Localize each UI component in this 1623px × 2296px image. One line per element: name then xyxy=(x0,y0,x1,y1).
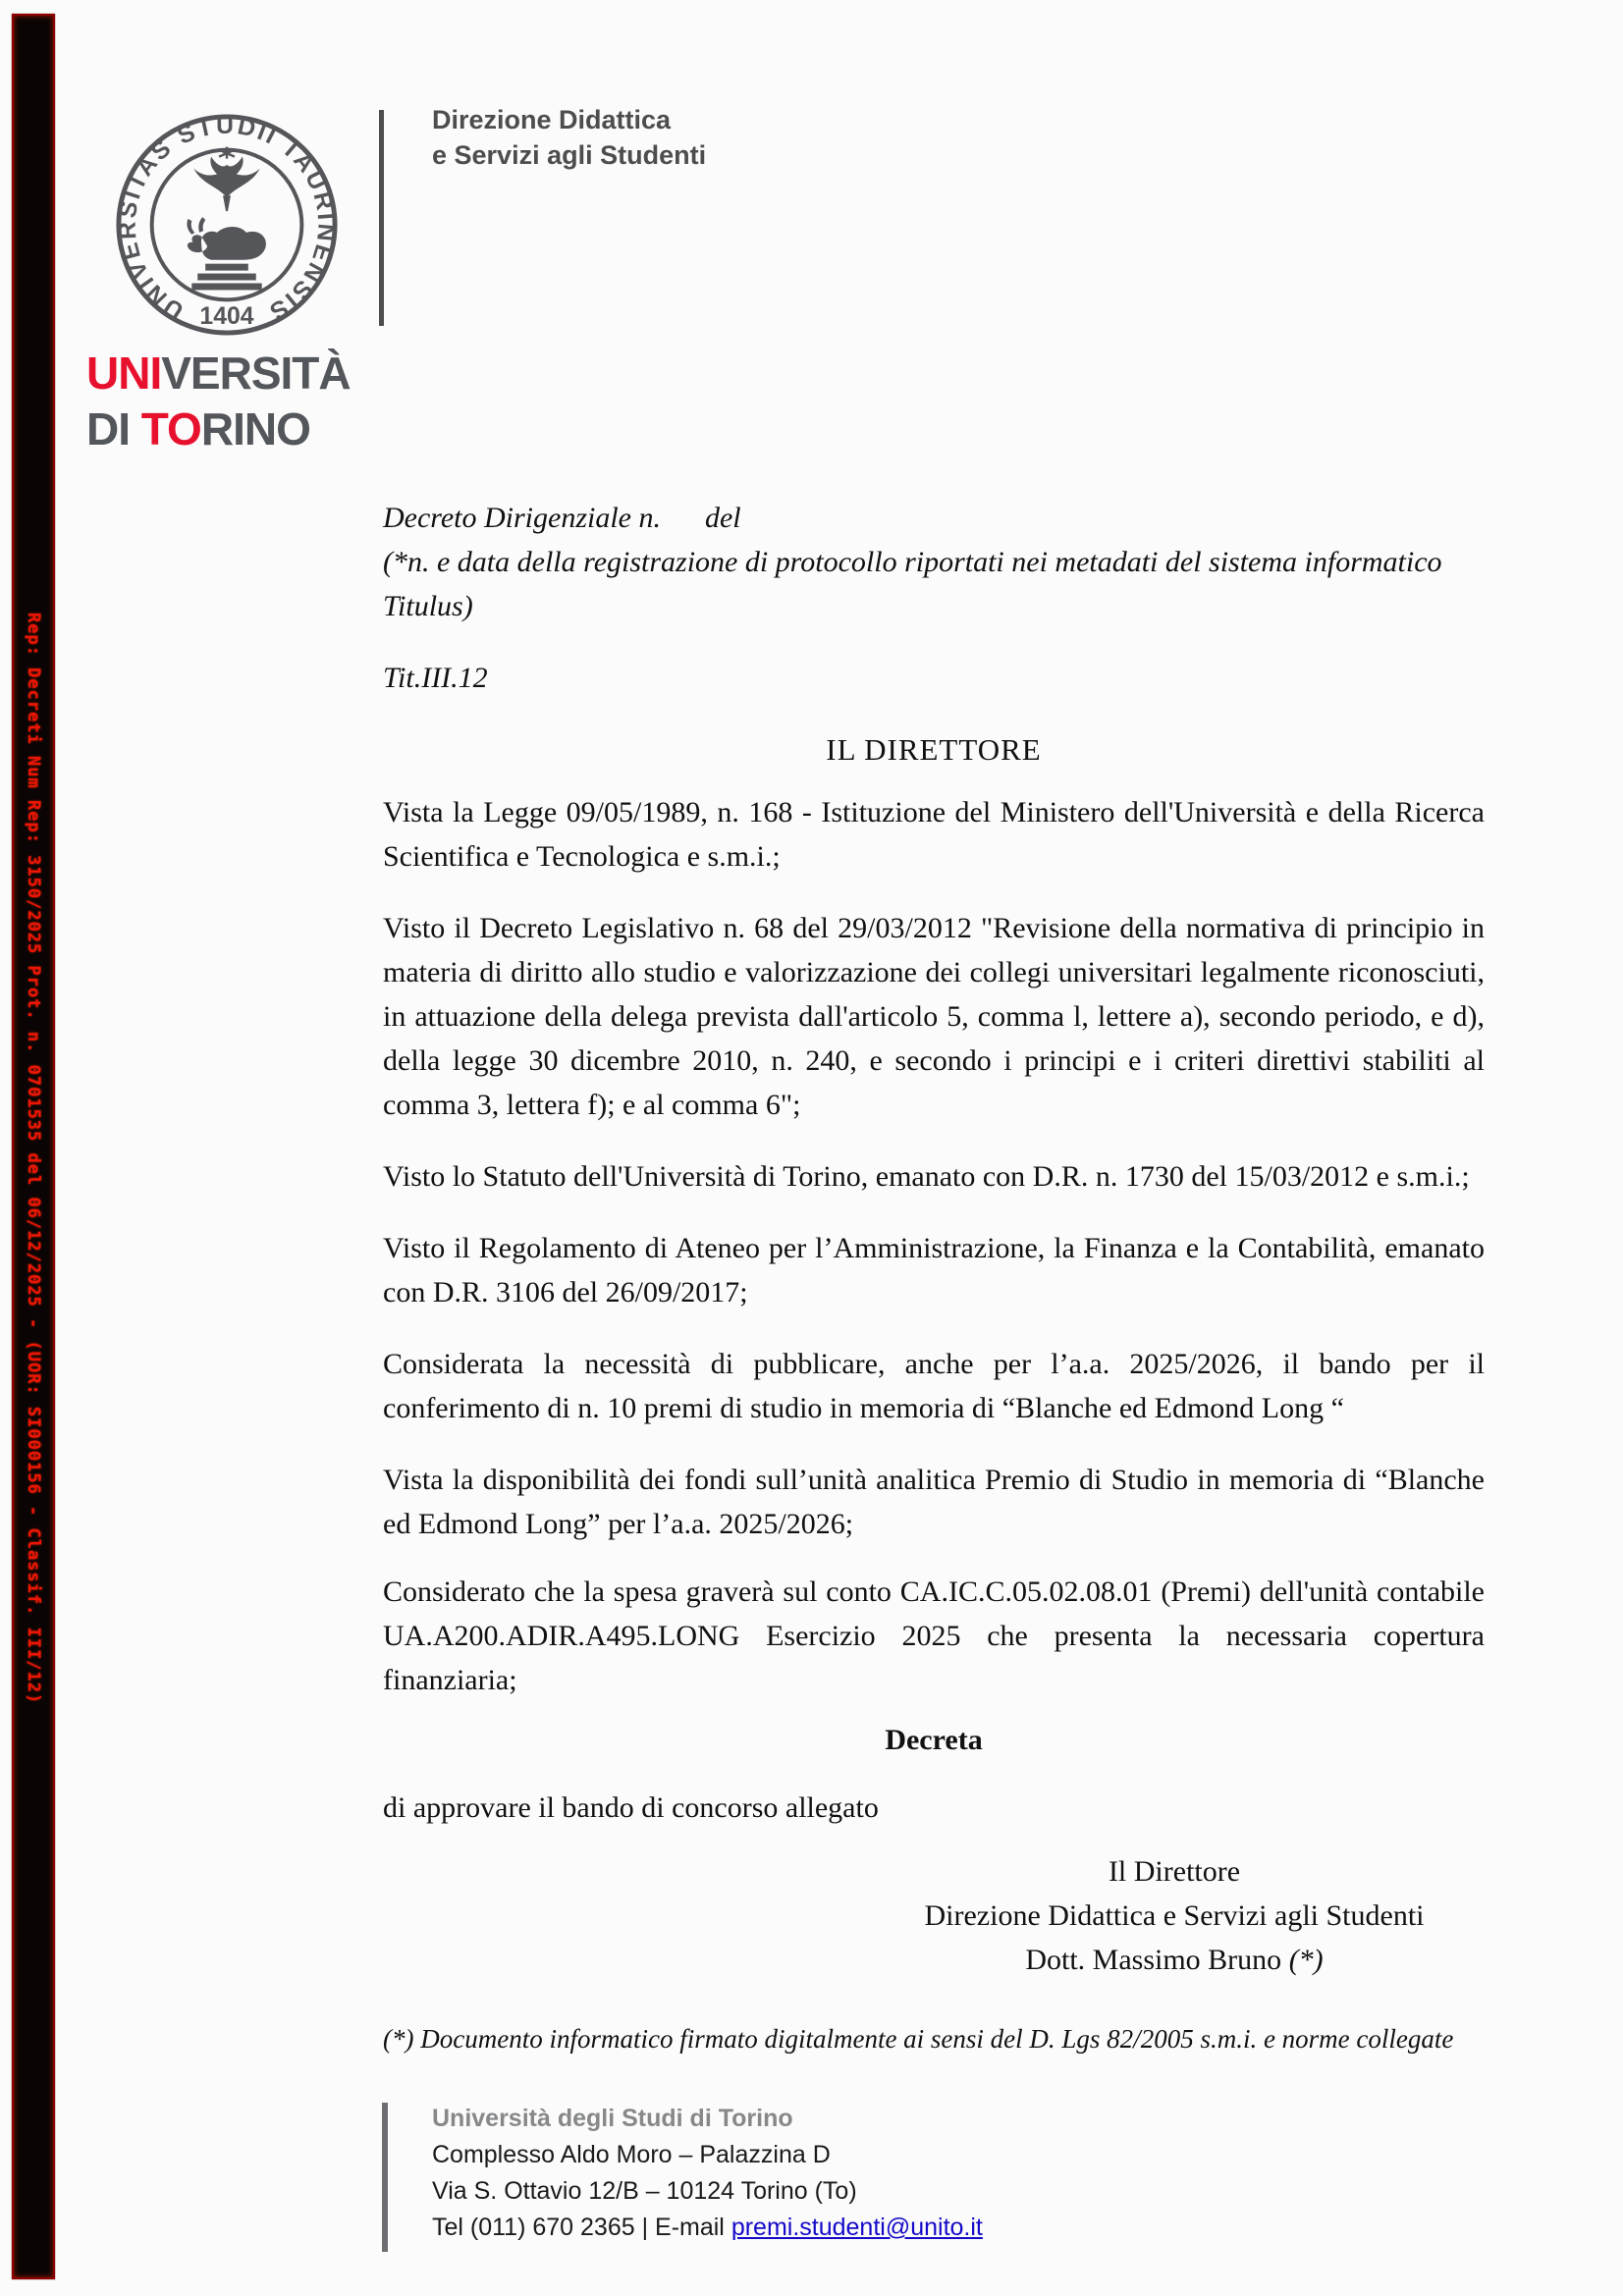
signature-name-line xyxy=(870,1938,1479,1982)
paragraph: Visto il Decreto Legislativo n. 68 del 29/03/2012 "Revisione della normativa di principio in materia di diritto allo studio e valorizzazione dei collegi universitari legalmente riconosciuti, in attuazione della delega prevista dall'articolo 5, comma l, lettere a), secondo periodo, e d), della legge 30 dicembre 2010, n. 240, e secondo i principi e i criteri direttivi stabiliti al comma 3, lettera f); e al comma 6"; xyxy=(383,912,1485,1121)
seal-horns-icon xyxy=(187,217,205,235)
seal-ring-text: UNIVERSITAS STUDII TAURINENSIS xyxy=(114,112,340,326)
document-body xyxy=(383,496,1485,1982)
digital-signature-footnote: (*) Documento informatico firmato digitalmente ai sensi del D. Lgs 82/2005 s.m.i. e norme collegate xyxy=(383,2024,1454,2054)
university-wordmark xyxy=(86,346,351,457)
wordmark-di: DI xyxy=(86,403,141,454)
paragraph: Visto lo Statuto dell'Università di Torino, emanato con D.R. n. 1730 del 15/03/2012 e s.m.i.; xyxy=(383,1160,1470,1193)
svg-text:UNIVERSITAS STUDII TAURINENSIS xyxy=(114,113,339,326)
email-link[interactable]: premi.studenti@unito.it xyxy=(730,2214,983,2241)
signature-block xyxy=(870,1849,1479,1982)
paragraph: Vista la disponibilità dei fondi sull’unità analitica Premio di Studio in memoria di “Blanche ed Edmond Long” per l’a.a. 2025/2026; xyxy=(383,1464,1485,1540)
decree-ref-note: (*n. e data della registrazione di protocollo riportati nei metadati del sistema informatico Titulus) xyxy=(383,546,1442,622)
footer-address-line2: Via S. Ottavio 12/B – 10124 Torino (To) xyxy=(432,2177,857,2205)
footer-bar xyxy=(382,2103,388,2252)
wordmark-uni: UNI xyxy=(86,347,162,399)
university-seal xyxy=(110,108,344,342)
wordmark-versita: VERSITÀ xyxy=(161,347,351,399)
paragraph: Vista la Legge 09/05/1989, n. 168 - Istituzione del Ministero dell'Università e della Ricerca Scientifica e Tecnologica e s.m.i.; xyxy=(383,796,1485,873)
footer-university-name: Università degli Studi di Torino xyxy=(432,2105,793,2132)
protocol-stamp-bar xyxy=(12,14,55,2279)
footer-address-line1: Complesso Aldo Moro – Palazzina D xyxy=(432,2141,831,2168)
wordmark-to: TO xyxy=(140,403,201,454)
signature-role: Il Direttore xyxy=(1108,1855,1241,1888)
signature-footnote-marker: (*) xyxy=(1288,1944,1324,1976)
signature-division: Direzione Didattica e Servizi agli Studenti xyxy=(924,1899,1425,1932)
wordmark-line-2 xyxy=(86,401,351,457)
footer xyxy=(432,2101,983,2246)
footer-contacts xyxy=(432,2210,983,2246)
header-divider xyxy=(379,110,384,326)
decree-heading: IL DIRETTORE xyxy=(826,732,1042,767)
paragraph: Considerato che la spesa graverà sul conto CA.IC.C.05.02.08.01 (Premi) dell'unità contabile UA.A200.ADIR.A495.LONG Esercizio 2025 che presenta la necessaria copertura finanziaria; xyxy=(383,1575,1485,1696)
decree-classification: Tit.III.12 xyxy=(383,662,488,694)
wordmark-rino: RINO xyxy=(200,403,310,454)
seal-year: 1404 xyxy=(199,303,254,331)
seal-eagle-icon xyxy=(193,157,259,212)
division-title xyxy=(432,102,706,173)
paragraph: Visto il Regolamento di Ateneo per l’Amministrazione, la Finanza e la Contabilità, emanato con D.R. 3106 del 26/09/2017; xyxy=(383,1232,1485,1308)
seal-bull-icon xyxy=(188,227,266,260)
seal-emblem xyxy=(187,147,265,291)
wordmark-line-1 xyxy=(86,346,351,401)
decreta-word: Decreta xyxy=(885,1724,983,1756)
decree-disposition: di approvare il bando di concorso allegato xyxy=(383,1791,879,1824)
division-title-line1: Direzione Didattica xyxy=(432,105,672,134)
signature-name: Dott. Massimo Bruno xyxy=(1025,1944,1289,1976)
seal-steps-icon xyxy=(191,264,261,291)
paragraph: Considerata la necessità di pubblicare, anche per l’a.a. 2025/2026, il bando per il conferimento di n. 10 premi di studio in memoria di “Blanche ed Edmond Long “ xyxy=(383,1348,1485,1424)
protocol-stamp-text: Rep: Decreti Num Rep: 3150/2025 Prot. n. 0701535 del 06/12/2025 - (UOR: SI000156 - Classif. III/12) xyxy=(24,613,43,1705)
division-title-line2: e Servizi agli Studenti xyxy=(432,140,707,170)
footer-contacts-prefix: Tel (011) 670 2365 | E-mail xyxy=(432,2214,731,2241)
decree-ref-line: Decreto Dirigenziale n. del xyxy=(383,502,741,534)
